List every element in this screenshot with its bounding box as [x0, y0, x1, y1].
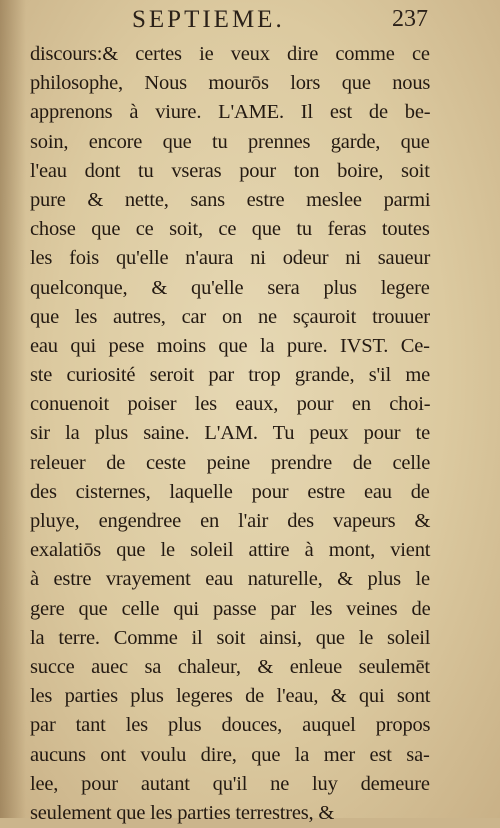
text-line: les parties plus legeres de l'eau, & qui sont	[30, 685, 431, 708]
text-line: que les autres, car on ne sçauroit trouuer	[30, 305, 430, 328]
text-line: ste curiosité seroit par trop grande, s'il me	[30, 364, 430, 387]
text-line: des cisternes, laquelle pour estre eau de	[30, 480, 430, 503]
text-line: succe auec sa chaleur, & enleue seulemēt	[30, 655, 430, 678]
body-text	[30, 40, 430, 828]
text-line: releuer de ceste peine prendre de celle	[30, 451, 431, 474]
text-line: apprenons à viure. L'AME. Il est de be-	[30, 101, 431, 124]
page-number: 237	[392, 6, 428, 32]
spine-shadow	[0, 0, 26, 818]
page-header	[0, 6, 500, 36]
text-line: lee, pour autant qu'il ne luy demeure	[30, 772, 430, 795]
text-line: aucuns ont voulu dire, que la mer est sa-	[30, 743, 430, 766]
text-line: gere que celle qui passe par les veines de	[30, 597, 431, 620]
text-line: eau qui pese moins que la pure. IVST. Ce-	[30, 334, 430, 357]
text-line: sir la plus saine. L'AM. Tu peux pour te	[30, 422, 430, 445]
text-line: philosophe, Nous mourōs lors que nous	[30, 72, 431, 95]
text-line: les fois qu'elle n'aura ni odeur ni saueur	[30, 247, 431, 270]
text-line: chose que ce soit, ce que tu feras toutes	[30, 218, 430, 241]
text-line: à estre vrayement eau naturelle, & plus le	[30, 568, 430, 591]
running-head: SEPTIEME.	[132, 6, 285, 33]
text-line: pluye, engendree en l'air des vapeurs &	[30, 510, 431, 532]
text-line: discours:& certes ie veux dire comme ce	[30, 43, 430, 65]
text-line: l'eau dont tu vseras pour ton boire, soit	[30, 159, 430, 182]
text-line: conuenoit poiser les eaux, pour en choi-	[30, 393, 431, 416]
text-line: seulement que les parties terrestres, &	[30, 801, 335, 824]
text-line: par tant les plus douces, auquel propos	[30, 714, 431, 737]
text-line: exalatiōs que le soleil attire à mont, vient	[30, 539, 431, 562]
text-line: pure & nette, sans estre meslee parmi	[30, 188, 431, 211]
text-line: la terre. Comme il soit ainsi, que le soleil	[30, 626, 431, 649]
text-line: quelconque, & qu'elle sera plus legere	[30, 276, 430, 299]
text-line: soin, encore que tu prennes garde, que	[30, 130, 430, 153]
